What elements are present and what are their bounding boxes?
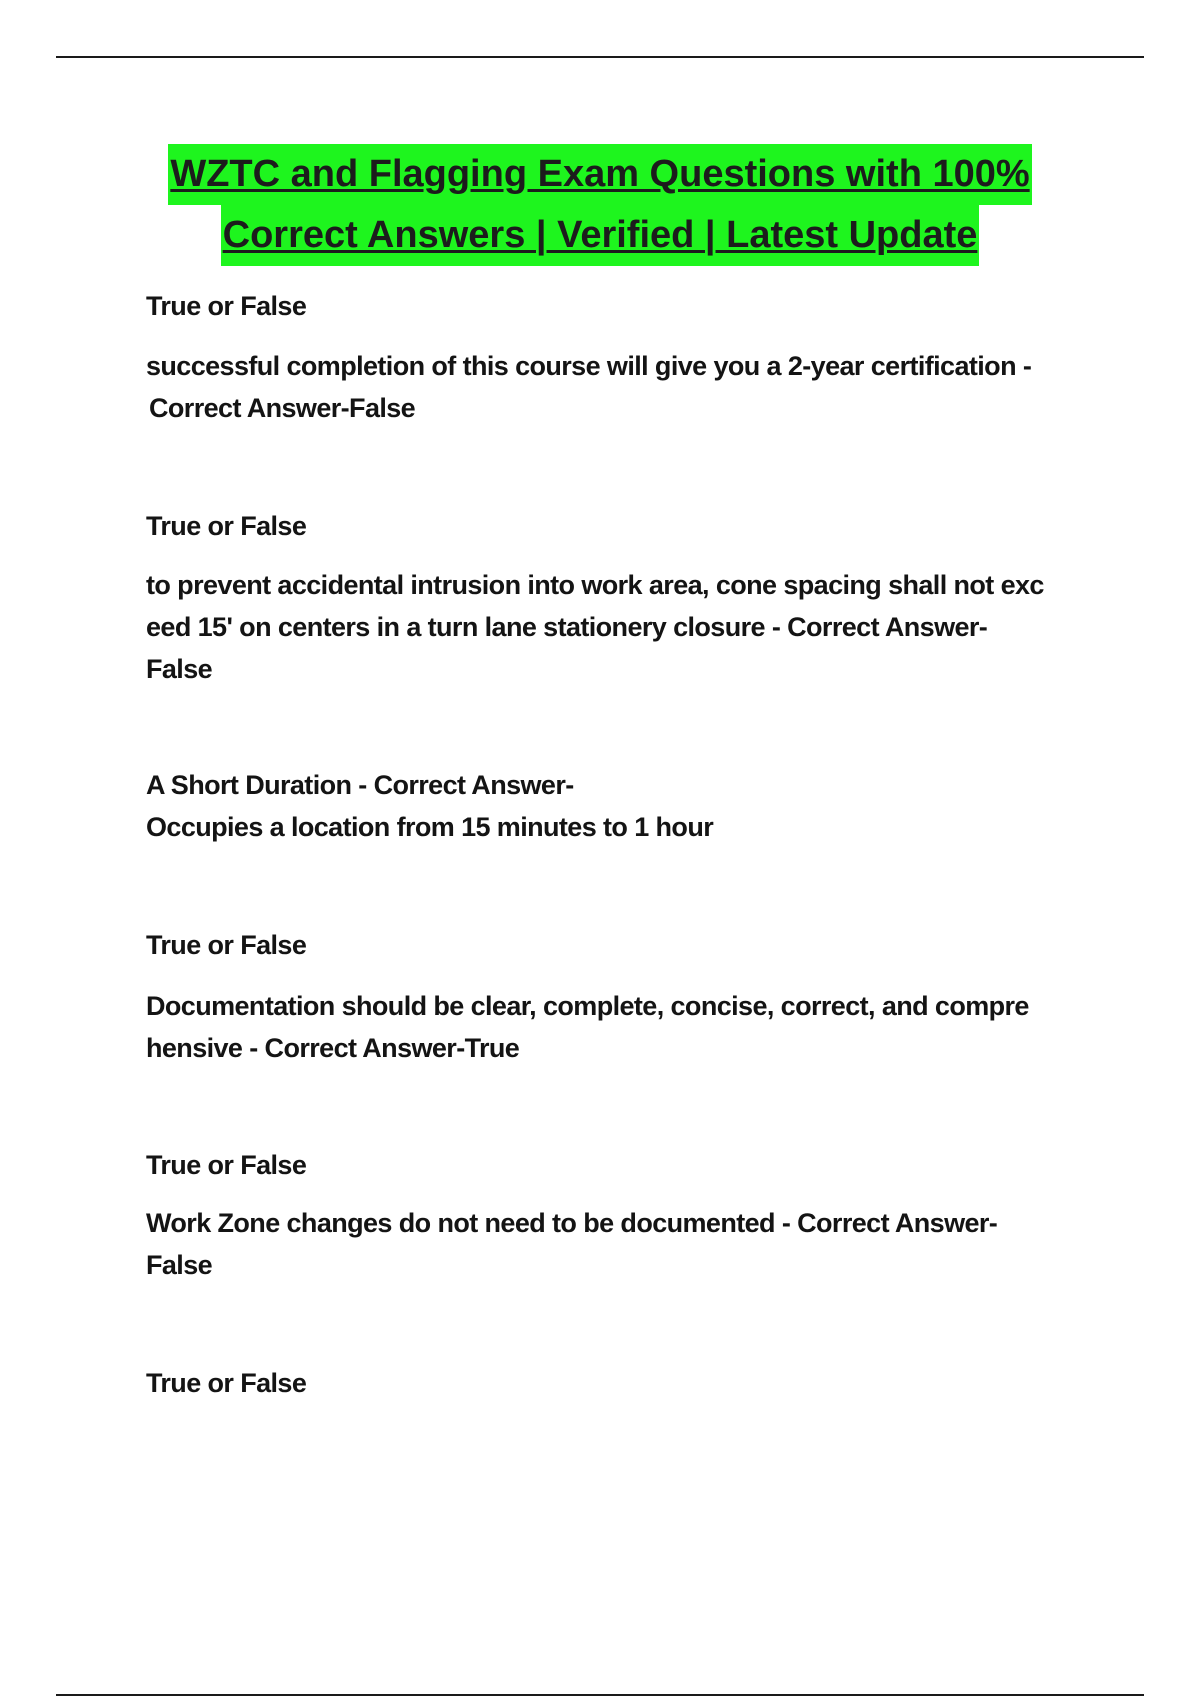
question-answer (146, 564, 1096, 690)
text-line: Work Zone changes do not need to be documented - Correct Answer- (146, 1208, 998, 1238)
text-line: Correct Answer-False (149, 393, 416, 423)
text-line: successful completion of this course will give you a 2-year certification - (146, 351, 1032, 381)
text-line: Occupies a location from 15 minutes to 1 hour (146, 812, 714, 842)
question-heading (146, 285, 1096, 327)
question-heading (146, 1144, 1096, 1186)
text-line: A Short Duration - Correct Answer- (146, 770, 574, 800)
text-line: True or False (146, 1150, 307, 1180)
text-line: True or False (146, 1368, 307, 1398)
question-answer (146, 764, 1096, 848)
title-line-2: Correct Answers | Verified | Latest Update (221, 205, 980, 266)
text-line: Documentation should be clear, complete, concise, correct, and compre (146, 991, 1029, 1021)
header-rule (56, 56, 1144, 58)
document-title (0, 144, 1200, 266)
title-line-1: WZTC and Flagging Exam Questions with 100% (168, 144, 1031, 205)
question-heading (146, 505, 1096, 547)
text-line: False (146, 1250, 213, 1280)
text-line: True or False (146, 930, 307, 960)
text-line: False (146, 654, 213, 684)
text-line: hensive - Correct Answer-True (146, 1033, 520, 1063)
text-line: True or False (146, 511, 307, 541)
question-answer (146, 345, 1096, 429)
question-heading (146, 924, 1096, 966)
question-heading (146, 1362, 1096, 1404)
text-line: eed 15' on centers in a turn lane stationery closure - Correct Answer- (146, 612, 988, 642)
text-line: to prevent accidental intrusion into work area, cone spacing shall not exc (146, 570, 1044, 600)
text-line: True or False (146, 291, 307, 321)
question-answer (146, 1202, 1096, 1286)
question-answer (146, 985, 1096, 1069)
footer-rule (56, 1694, 1144, 1696)
